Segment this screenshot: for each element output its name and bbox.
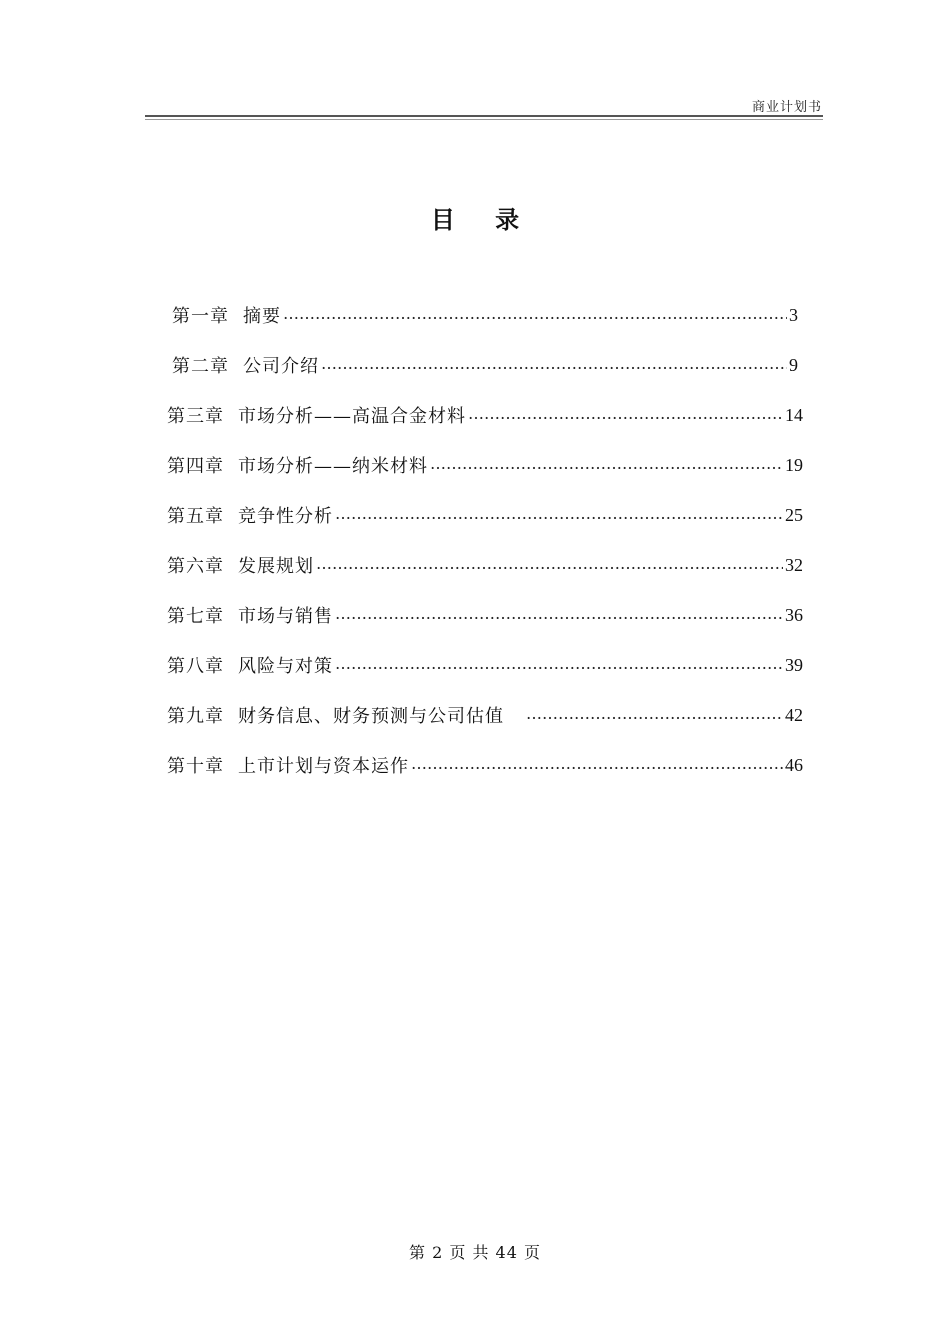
toc-chapter-label: 第八章	[167, 656, 224, 677]
toc-title: 目 录	[430, 206, 536, 234]
toc-chapter-label: 第十章	[167, 756, 224, 777]
toc-page-number: 42	[785, 704, 803, 725]
page-footer-label: 第 2 页 共 44 页	[409, 1243, 541, 1262]
toc-entry-3[interactable]	[167, 400, 803, 430]
toc-topic-label: 公司介绍	[243, 356, 319, 377]
toc-dot-leader	[526, 700, 783, 730]
toc-page-number: 14	[785, 404, 803, 425]
toc-page-number: 19	[785, 454, 803, 475]
toc-page-number: 3	[789, 304, 798, 325]
toc-chapter-label: 第五章	[167, 506, 224, 527]
toc-dot-leader	[411, 750, 783, 780]
header-rule-thin	[145, 119, 823, 120]
toc-entry-4[interactable]	[167, 450, 803, 480]
toc-entry-7[interactable]	[167, 600, 803, 630]
toc-chapter-label: 第七章	[167, 606, 224, 627]
toc-dot-leader	[321, 350, 787, 380]
toc-entry-5[interactable]	[167, 500, 803, 530]
toc-dot-leader	[335, 500, 783, 530]
toc-chapter-label: 第三章	[167, 406, 224, 427]
toc-topic-label: 市场分析——纳米材料	[238, 456, 428, 477]
toc-dot-leader	[430, 450, 783, 480]
toc-topic-label: 市场与销售	[238, 606, 333, 627]
toc-topic-label: 市场分析——高温合金材料	[238, 406, 466, 427]
toc-entry-1[interactable]	[172, 300, 798, 330]
toc-page-number: 46	[785, 754, 803, 775]
toc-page-number: 39	[785, 654, 803, 675]
toc-topic-label: 竞争性分析	[238, 506, 333, 527]
running-header-title: 商业计划书	[751, 100, 822, 115]
toc-chapter-label: 第六章	[167, 556, 224, 577]
toc-page-number: 32	[785, 554, 803, 575]
header-rule	[145, 115, 823, 117]
toc-dot-leader	[335, 650, 783, 680]
toc-topic-label: 发展规划	[238, 556, 314, 577]
toc-page-number: 25	[785, 504, 803, 525]
toc-entry-6[interactable]	[167, 550, 803, 580]
toc-topic-label: 上市计划与资本运作	[238, 756, 409, 777]
toc-chapter-label: 第九章	[167, 706, 224, 727]
toc-page-number: 36	[785, 604, 803, 625]
toc-dot-leader	[468, 400, 783, 430]
toc-topic-label: 摘要	[243, 306, 281, 327]
toc-entry-8[interactable]	[167, 650, 803, 680]
toc-chapter-label: 第一章	[172, 306, 229, 327]
toc-page-number: 9	[789, 354, 798, 375]
toc-dot-leader	[316, 550, 783, 580]
toc-topic-label: 风险与对策	[238, 656, 333, 677]
toc-chapter-label: 第四章	[167, 456, 224, 477]
toc-entry-2[interactable]	[172, 350, 798, 380]
toc-dot-leader	[335, 600, 783, 630]
toc-topic-label: 财务信息、财务预测与公司估值	[238, 706, 504, 727]
toc-entry-9[interactable]	[167, 700, 803, 730]
toc-entry-10[interactable]	[167, 750, 803, 780]
toc-chapter-label: 第二章	[172, 356, 229, 377]
toc-dot-leader	[283, 300, 787, 330]
